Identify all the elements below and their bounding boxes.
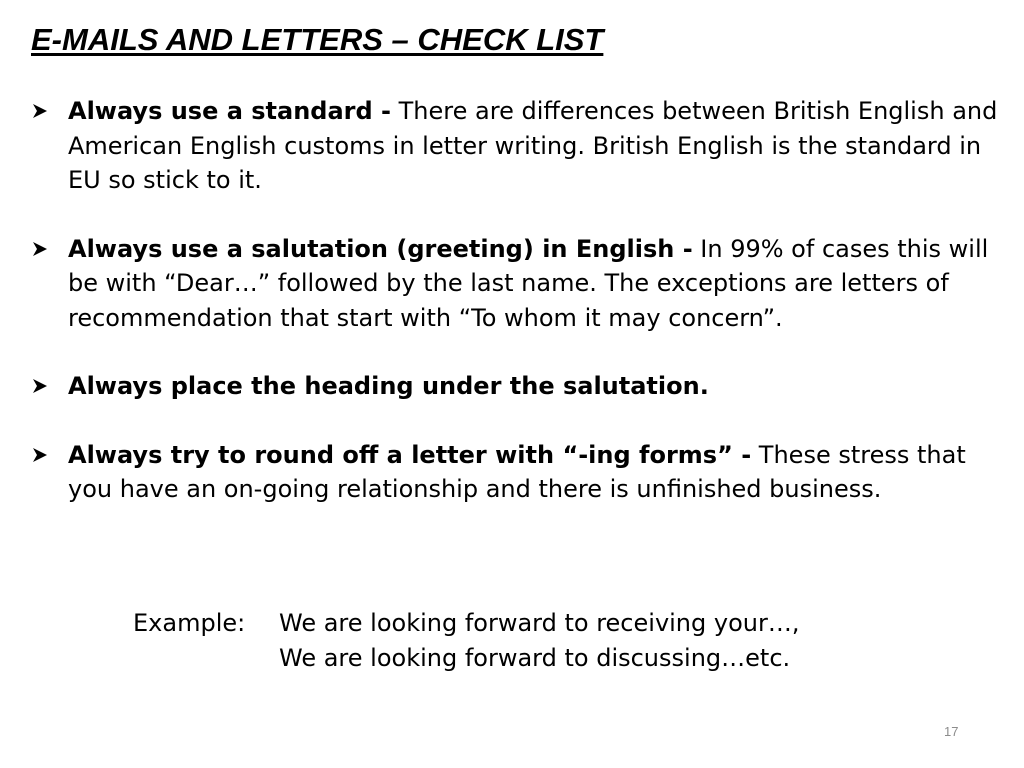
arrowhead-bullet-icon bbox=[32, 103, 48, 119]
arrowhead-bullet-icon bbox=[32, 447, 48, 463]
checklist bbox=[32, 94, 1007, 541]
page-number: 17 bbox=[944, 724, 959, 739]
example-line: We are looking forward to discussing…etc. bbox=[279, 644, 791, 672]
example-line: We are looking forward to receiving your…, bbox=[279, 609, 800, 637]
example-row bbox=[133, 641, 799, 676]
checklist-item-standard bbox=[32, 94, 1007, 198]
example-row bbox=[133, 606, 799, 641]
checklist-item-heading: Always use a salutation (greeting) in English - bbox=[68, 234, 693, 263]
slide-title: E-MAILS AND LETTERS – CHECK LIST bbox=[31, 22, 604, 57]
arrowhead-bullet-icon bbox=[32, 378, 48, 394]
example-label-spacer bbox=[133, 641, 279, 676]
arrowhead-bullet-icon bbox=[32, 241, 48, 257]
checklist-item-heading: Always place the heading under the salutation. bbox=[68, 372, 709, 400]
checklist-item-salutation bbox=[32, 232, 1007, 336]
checklist-item-text: There are differences between British English and American English customs in letter writing. British English is the standard in EU so stick to it. bbox=[68, 97, 998, 194]
checklist-item-heading: Always use a standard - bbox=[68, 97, 392, 125]
checklist-item-heading: Always try to round off a letter with “-ing forms” - bbox=[68, 440, 752, 469]
checklist-item-heading-placement bbox=[32, 369, 1007, 404]
example-block bbox=[133, 606, 799, 676]
checklist-item-ing-forms bbox=[32, 438, 1007, 507]
checklist-item-text: In 99% of cases this will be with “Dear…” followed by the last name. The exceptions are letters of recommendation that start with “To whom it may concern”. bbox=[68, 234, 989, 332]
example-label: Example: bbox=[133, 609, 246, 637]
checklist-item-text: These stress that you have an on-going relationship and there is unfinished business. bbox=[68, 440, 966, 503]
